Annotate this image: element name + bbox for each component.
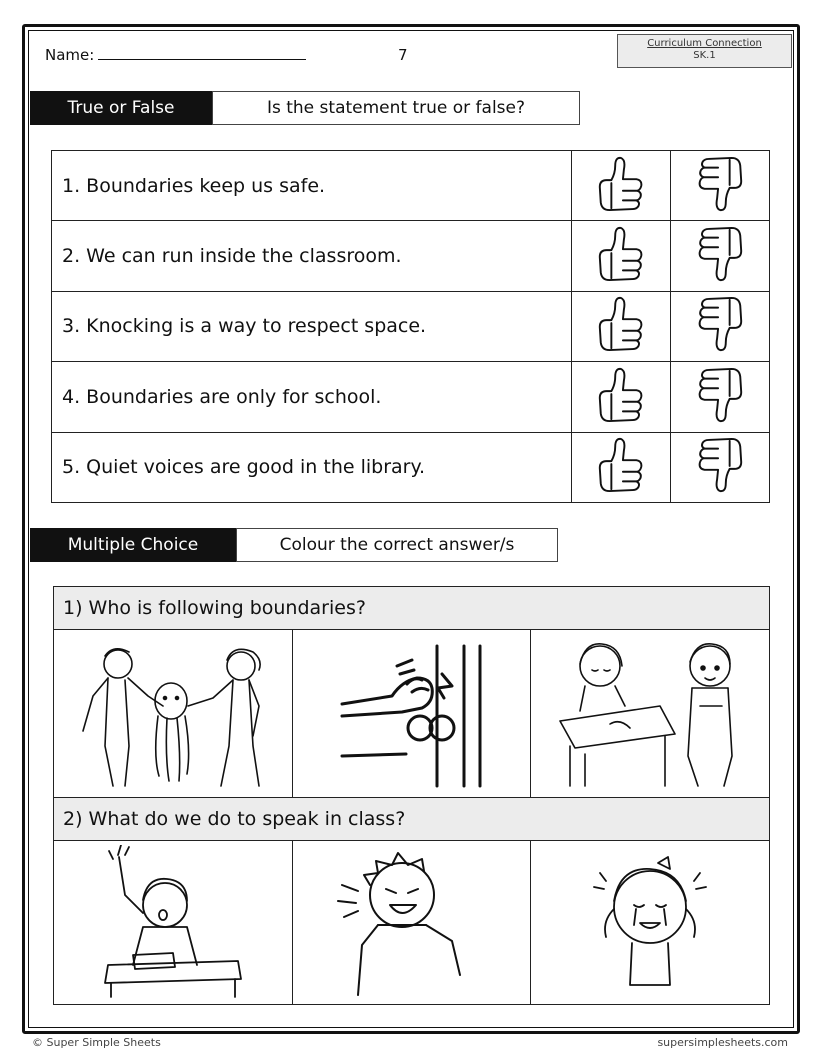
statement-text: 2. We can run inside the classroom. — [52, 221, 572, 291]
statement-text: 5. Quiet voices are good in the library. — [52, 432, 572, 502]
true-false-tag: True or False — [30, 91, 212, 125]
footer-website[interactable]: supersimplesheets.com — [657, 1036, 788, 1049]
statement-row — [52, 432, 770, 502]
thumbs-up-icon[interactable] — [594, 435, 648, 495]
false-cell[interactable] — [671, 291, 770, 361]
true-cell[interactable] — [572, 221, 671, 291]
option-kids-fighting-over-toy[interactable] — [54, 630, 293, 797]
statement-row — [52, 221, 770, 291]
true-cell[interactable] — [572, 291, 671, 361]
thumbs-down-icon[interactable] — [693, 365, 747, 425]
false-cell[interactable] — [671, 432, 770, 502]
statement-text: 3. Knocking is a way to respect space. — [52, 291, 572, 361]
multiple-choice-header — [30, 528, 558, 562]
option-knocking-on-door[interactable] — [293, 630, 532, 797]
statement-text: 4. Boundaries are only for school. — [52, 362, 572, 432]
multiple-choice-instruction: Colour the correct answer/s — [236, 528, 558, 562]
drawing-illustration — [540, 636, 760, 791]
footer-copyright: © Super Simple Sheets — [32, 1036, 161, 1049]
option-girl-crying[interactable] — [531, 841, 769, 1004]
thumbs-up-icon[interactable] — [594, 294, 648, 354]
name-field[interactable] — [45, 46, 306, 64]
true-false-header — [30, 91, 580, 125]
true-false-table — [51, 150, 770, 503]
statement-row — [52, 362, 770, 432]
statement-row — [52, 291, 770, 361]
question-2-text: 2) What do we do to speak in class? — [54, 798, 769, 841]
question-1-text: 1) Who is following boundaries? — [54, 587, 769, 630]
shouting-illustration — [302, 845, 522, 1000]
thumbs-up-icon[interactable] — [594, 224, 648, 284]
option-girl-drawing-boy-watching[interactable] — [531, 630, 769, 797]
thumbs-up-icon[interactable] — [594, 365, 648, 425]
thumbs-up-icon[interactable] — [594, 154, 648, 214]
page-number: 7 — [398, 46, 408, 64]
knocking-illustration — [302, 636, 522, 791]
true-cell[interactable] — [572, 151, 671, 221]
kids-fighting-illustration — [63, 636, 283, 791]
statement-row — [52, 151, 770, 221]
false-cell[interactable] — [671, 362, 770, 432]
question-1 — [53, 586, 770, 798]
question-2 — [53, 797, 770, 1005]
true-cell[interactable] — [572, 362, 671, 432]
thumbs-down-icon[interactable] — [693, 154, 747, 214]
statement-text: 1. Boundaries keep us safe. — [52, 151, 572, 221]
true-false-instruction: Is the statement true or false? — [212, 91, 580, 125]
option-boy-shouting[interactable] — [293, 841, 532, 1004]
multiple-choice-tag: Multiple Choice — [30, 528, 236, 562]
name-line[interactable] — [98, 46, 306, 60]
thumbs-down-icon[interactable] — [693, 224, 747, 284]
curriculum-connection-box — [617, 34, 792, 68]
raising-hand-illustration — [63, 845, 283, 1000]
true-cell[interactable] — [572, 432, 671, 502]
curriculum-title: Curriculum Connection — [647, 38, 762, 49]
thumbs-down-icon[interactable] — [693, 435, 747, 495]
false-cell[interactable] — [671, 221, 770, 291]
thumbs-down-icon[interactable] — [693, 294, 747, 354]
false-cell[interactable] — [671, 151, 770, 221]
curriculum-code: SK.1 — [693, 50, 716, 61]
name-label: Name: — [45, 46, 95, 64]
crying-illustration — [540, 845, 760, 1000]
option-boy-raising-hand[interactable] — [54, 841, 293, 1004]
